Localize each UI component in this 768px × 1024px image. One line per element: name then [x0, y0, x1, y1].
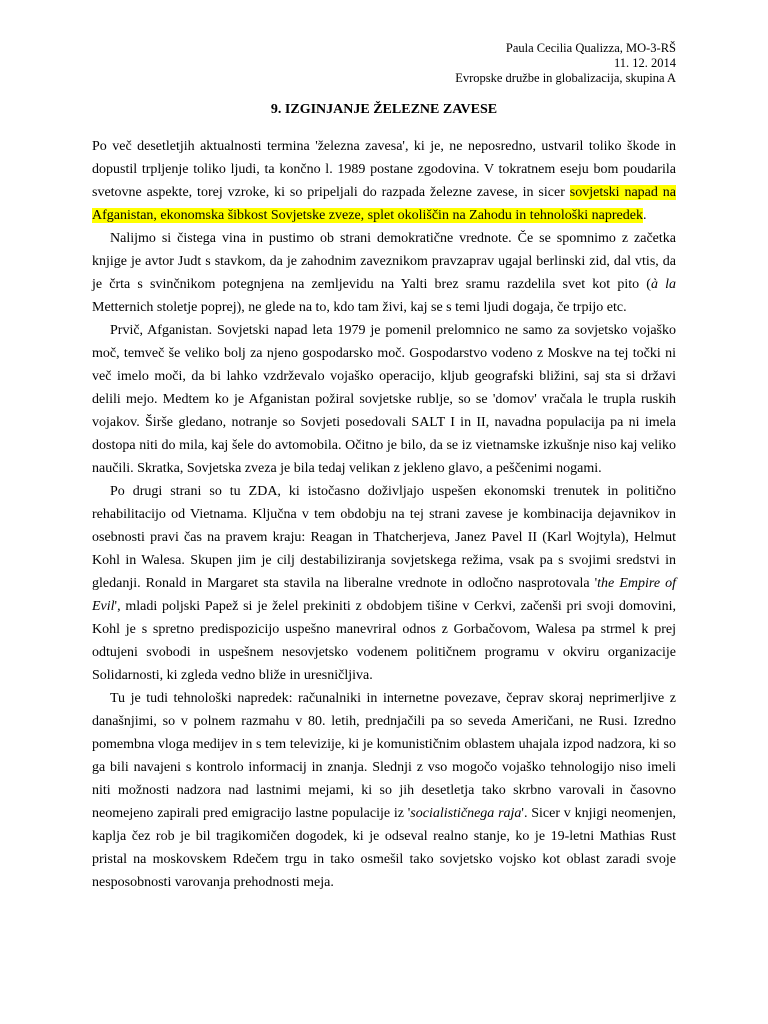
italic-text: the Empire of Evil — [92, 576, 677, 614]
paragraph-technology — [92, 687, 676, 894]
essay-title: 9. IZGINJANJE ŽELEZNE ZAVESE — [270, 102, 498, 117]
paragraph-usa — [92, 480, 676, 687]
course-line: Evropske družbe in globalizacija, skupina A — [455, 71, 676, 85]
paragraph-afghanistan — [92, 319, 676, 480]
document-header — [455, 41, 676, 86]
paragraph-text: ', mladi poljski Papež si je želel prekiniti z obdobjem tišine v Cerkvi, začenši pri svoji domovini, Kohl je s spretno predispozicijo uspešno manevriral odnos z Gorbačovom, Walesa pa strmel k prej odtujeni svobodi in uspešnem nesovjetsko vodenem političnem programu v okviru organizacije Solidarnosti, ki zgleda vedno bliže in uresničljiva. — [92, 599, 676, 683]
paragraph-text: Metternich stoletje poprej), ne glede na to, kdo tam živi, kaj se s temi ljudi dogaja, če trpijo etc. — [92, 300, 627, 315]
paragraph-text: Nalijmo si čistega vina in pustimo ob strani demokratične vrednote. Če se spomnimo z začetka knjige je avtor Judt s stavkom, da je zahodnim zaveznikom pravzaprav ugajal berlinski zid, dal vtis, da je črta s svinčnikom potegnjena na zemljevidu na Yalti brez sramu razdelila svet kot pito ( — [92, 231, 676, 292]
author-line: Paula Cecilia Qualizza, MO-3-RŠ — [505, 41, 676, 55]
paragraph-intro — [92, 135, 676, 227]
italic-text: socialističnega raja — [410, 806, 522, 821]
paragraph-text: '. Sicer v knjigi neomenjen, kaplja čez rob je bil tragikomičen dogodek, ki je odseval realno stanje, ko je 19-letni Mathias Rust pristal na moskovskem Rdečem trgu in tako osmešil tako sovjetsko vojsko kot oblast zaradi svoje nesposobnosti varovanja prehodnosti meja. — [92, 806, 676, 890]
paragraph-text: . — [642, 208, 647, 223]
paragraph-text: Prvič, Afganistan. Sovjetski napad leta 1979 je pomenil prelomnico ne samo za sovjetsko vojaško moč, temveč še veliko bolj za njeno gospodarsko moč. Gospodarstvo vodeno z Moskve na tej točki ni več imelo moči, da bi lahko vzdrževalo vojaško operacijo, kljub geografski bližini, saj sta si državi delili mejo. Medtem ko je Afganistan požiral sovjetske rublje, so se 'domov' vračala le trupla ruskih vojakov. Širše gledano, notranje so Sovjeti posedovali SALT I in II, navadna populacija pa ni imela dostopa niti do mila, kaj šele do avtomobila. Očitno je bilo, da se iz vietnamske izkušnje niso kaj veliko naučili. Skratka, Sovjetska zveza je bila tedaj velikan z jekleno glavo, a peščenimi nogami. — [92, 323, 676, 476]
paragraph-democratic-values — [92, 227, 676, 319]
paragraph-text: Po drugi strani so tu ZDA, ki istočasno doživljajo uspešen ekonomski trenutek in politično rehabilitacijo od Vietnama. Ključna v tem obdobju na tej strani zavese je kombinacija dejavnikov in osebnosti pravi čas na pravem kraju: Reagan in Thatcherjeva, Janez Pavel II (Karl Wojtyla), Helmut Kohl in Walesa. Skupen jim je cilj destabiliziranja sovjetskega režima, vsak pa s svojimi sredstvi in gledanji. Ronald in Margaret sta stavila na liberalne vrednote in odločno nasprotovala ' — [92, 484, 676, 591]
date-line: 11. 12. 2014 — [613, 56, 676, 70]
paragraph-text: Po več desetletjih aktualnosti termina 'železna zavesa', ki je, ne neposredno, ustvaril toliko škode in dopustil trpljenje toliko ljudi, ta končno l. 1989 postane zgodovina. V tokratnem eseju bom poudarila svetovne aspekte, torej vzroke, ki so pripeljali do razpada železne zavese, in sicer — [92, 139, 676, 200]
paragraph-text: Tu je tudi tehnološki napredek: računalniki in internetne povezave, čeprav skoraj neprimerljive z današnjimi, so v polnem razmahu v 80. letih, prednjačili pa so seveda Američani, ne Rusi. Izredno pomembna vloga medijev in s tem televizije, ki je komunističnim oblastem uhajala izpod nadzora, ki so ga bili navajeni s kontrolo informacij in znanja. Slednji z vso mogočo vojaško tehnologijo niso imeli niti možnosti nadzora nad lastnimi mejami, ki so jih desetletja tako skrbno varovali in časovno neomejeno zapirali pred emigracijo lastne populacije iz ' — [92, 691, 676, 821]
italic-text: à la — [650, 277, 676, 292]
highlighted-text: sovjetski napad na Afganistan, ekonomska šibkost Sovjetske zveze, splet okoliščin na Zahodu in tehnološki napredek — [92, 185, 677, 223]
essay-body — [92, 135, 676, 894]
